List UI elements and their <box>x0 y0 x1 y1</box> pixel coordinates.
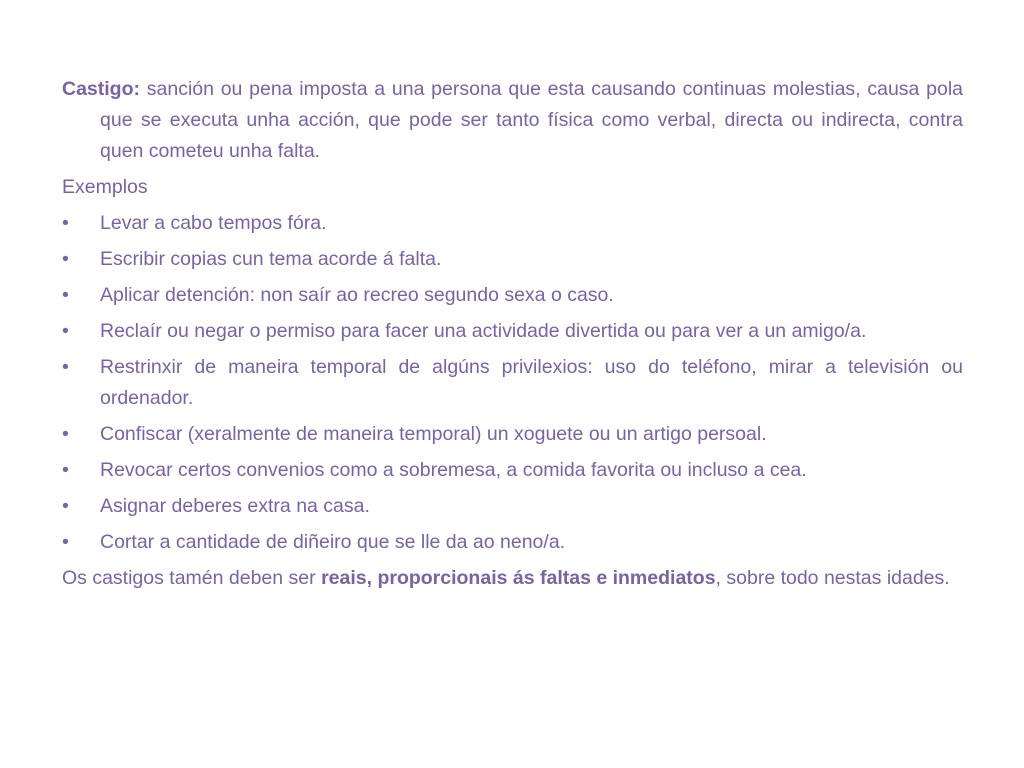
examples-heading: Exemplos <box>62 176 148 198</box>
list-item-text: Aplicar detención: non saír ao recreo segundo sexa o caso. <box>100 284 614 306</box>
definition-term: Castigo: <box>62 78 140 100</box>
list-item-text: Reclaír ou negar o permiso para facer una actividade divertida ou para ver a un amigo/a. <box>100 320 867 342</box>
list-item <box>62 316 963 347</box>
list-item-text: Asignar deberes extra na casa. <box>100 495 370 517</box>
definition-paragraph <box>62 74 963 167</box>
bullet-icon: • <box>62 495 69 517</box>
list-item-text: Confiscar (xeralmente de maneira temporal) un xoguete ou un artigo persoal. <box>100 423 767 445</box>
bullet-icon: • <box>62 423 69 445</box>
list-item-text: Escribir copias cun tema acorde á falta. <box>100 248 442 270</box>
list-item <box>62 419 963 450</box>
list-item <box>62 455 963 486</box>
list-item <box>62 244 963 275</box>
list-item <box>62 527 963 558</box>
list-item-text: Restrinxir de maneira temporal de algúns privilexios: uso do teléfono, mirar a televisión ou ordenador. <box>100 356 963 409</box>
slide-content <box>62 74 963 599</box>
conclusion-paragraph <box>62 563 963 594</box>
conclusion-text-after: , sobre todo nestas idades. <box>715 567 950 589</box>
examples-list <box>62 208 963 558</box>
bullet-icon: • <box>62 284 69 306</box>
bullet-icon: • <box>62 531 69 553</box>
list-item <box>62 280 963 311</box>
list-item-text: Cortar a cantidade de diñeiro que se lle da ao neno/a. <box>100 531 566 553</box>
conclusion-emphasis: reais, proporcionais ás faltas e inmediatos <box>321 567 716 589</box>
bullet-icon: • <box>62 459 69 481</box>
bullet-icon: • <box>62 212 69 234</box>
list-item <box>62 352 963 414</box>
conclusion-text-before: Os castigos tamén deben ser <box>62 567 322 589</box>
bullet-icon: • <box>62 320 69 342</box>
definition-text: sanción ou pena imposta a una persona que esta causando continuas molestias, causa pola que se executa unha acción, que pode ser tanto física como verbal, directa ou indirecta, contra quen cometeu unha falta. <box>100 78 963 162</box>
list-item <box>62 491 963 522</box>
bullet-icon: • <box>62 356 69 378</box>
list-item-text: Revocar certos convenios como a sobremesa, a comida favorita ou incluso a cea. <box>100 459 807 481</box>
list-item <box>62 208 963 239</box>
list-item-text: Levar a cabo tempos fóra. <box>100 212 327 234</box>
bullet-icon: • <box>62 248 69 270</box>
